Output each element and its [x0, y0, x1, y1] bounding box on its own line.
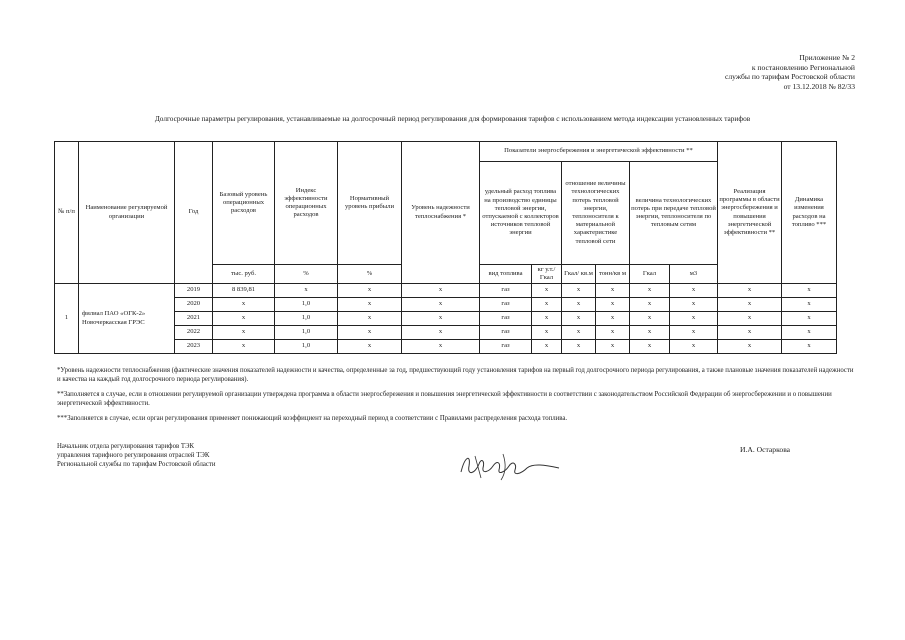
cell-fuel: газ [480, 312, 532, 326]
cell-fuel-rate: x [532, 340, 562, 354]
cell-year: 2021 [175, 312, 213, 326]
cell-base: x [213, 298, 275, 312]
cell-gcal-sqm: x [562, 340, 596, 354]
cell-profit: x [338, 312, 402, 326]
signer-position-line: управления тарифного регулирования отраслей ТЭК [57, 452, 210, 459]
cell-tons-sqm: x [596, 298, 630, 312]
cell-fuel: газ [480, 284, 532, 298]
cell-profit: x [338, 326, 402, 340]
cell-year: 2022 [175, 326, 213, 340]
cell-base: x [213, 326, 275, 340]
cell-m3: x [670, 298, 718, 312]
cell-dynamics: x [782, 312, 837, 326]
cell-reliability: x [402, 284, 480, 298]
cell-profit: x [338, 284, 402, 298]
col-header-loss-value: величина технологических потерь при передаче тепловой энергии, теплоносителя по тепловым сетям [630, 162, 718, 265]
col-header-profit: Нормативный уровень прибыли [338, 142, 402, 265]
cell-reliability: x [402, 298, 480, 312]
unit-m3: м3 [670, 265, 718, 284]
col-header-index: Индекс эффективности операционных расходов [275, 142, 338, 265]
cell-year: 2020 [175, 298, 213, 312]
cell-index: 1,0 [275, 312, 338, 326]
cell-reliability: x [402, 326, 480, 340]
unit-gcal: Гкал [630, 265, 670, 284]
cell-program: x [718, 312, 782, 326]
row-number: 1 [55, 284, 79, 354]
cell-fuel: газ [480, 340, 532, 354]
cell-fuel-rate: x [532, 298, 562, 312]
appendix-header [725, 53, 855, 91]
cell-index: 1,0 [275, 298, 338, 312]
cell-reliability: x [402, 340, 480, 354]
footnote-reliability: *Уровень надежности теплоснабжения (фактические значения показателей надежности и качества, определенные за год, предшествующий году установления тарифов на первый год долгосрочного периода регулирования, а также плановые значения показателей надежности и качества на каждый год долгосрочного периода регулирования). [57, 367, 854, 384]
cell-program: x [718, 298, 782, 312]
cell-program: x [718, 326, 782, 340]
document-title: Долгосрочные параметры регулирования, устанавливаемые на долгосрочный период регулирования для формирования тарифов с использованием метода индексации установленных тарифов [154, 114, 751, 123]
unit-gcal-sqm: Гкал/ кв.м [562, 265, 596, 284]
unit-fuel-type: вид топлива [480, 265, 532, 284]
cell-tons-sqm: x [596, 312, 630, 326]
cell-m3: x [670, 340, 718, 354]
unit-base: тыс. руб. [213, 265, 275, 284]
footnote-energy-program: **Заполняется в случае, если в отношении регулируемой организации утверждена программа в области энергосбережения и повышения энергетической эффективности в соответствии с законодательством Российской Федерации об энергосбережении и о повышении энергетической эффективности. [57, 390, 832, 408]
cell-index: 1,0 [275, 326, 338, 340]
unit-fuel-rate: кг у.т./ Гкал [532, 265, 562, 284]
cell-tons-sqm: x [596, 340, 630, 354]
appendix-date: от 13.12.2018 № 82/33 [783, 81, 855, 91]
cell-fuel-rate: x [532, 312, 562, 326]
handwritten-signature [455, 448, 565, 484]
cell-profit: x [338, 340, 402, 354]
cell-tons-sqm: x [596, 284, 630, 298]
appendix-ref-line: к постановлению Региональной [751, 62, 855, 72]
table-row [55, 284, 837, 298]
cell-dynamics: x [782, 326, 837, 340]
cell-dynamics: x [782, 298, 837, 312]
footnotes [57, 366, 857, 428]
parameters-table [54, 141, 837, 354]
appendix-number: Приложение № 2 [799, 53, 855, 62]
cell-gcal: x [630, 298, 670, 312]
cell-dynamics: x [782, 340, 837, 354]
cell-index: x [275, 284, 338, 298]
cell-gcal: x [630, 312, 670, 326]
cell-fuel-rate: x [532, 284, 562, 298]
cell-gcal-sqm: x [562, 326, 596, 340]
col-header-specific-fuel: удельный расход топлива на производство единицы тепловой энергии, отпускаемой с коллекторов источников тепловой энергии [480, 162, 562, 265]
cell-gcal: x [630, 340, 670, 354]
cell-m3: x [670, 312, 718, 326]
organization-name: филиал ПАО «ОГК-2» Новочеркасская ГРЭС [79, 284, 175, 354]
cell-base: 8 839,81 [213, 284, 275, 298]
cell-dynamics: x [782, 284, 837, 298]
signer-position-line: Региональной службы по тарифам Ростовской области [57, 461, 216, 468]
cell-m3: x [670, 326, 718, 340]
unit-profit: % [338, 265, 402, 284]
cell-program: x [718, 284, 782, 298]
col-header-loss-ratio: отношение величины технологических потерь тепловой энергии, теплоносителя к материальной характеристике тепловой сети [562, 162, 630, 265]
appendix-ref-line: службы по тарифам Ростовской области [724, 72, 855, 82]
col-header-base: Базовый уровень операционных расходов [213, 142, 275, 265]
signer-position [57, 442, 216, 469]
cell-program: x [718, 340, 782, 354]
cell-fuel: газ [480, 298, 532, 312]
cell-gcal: x [630, 326, 670, 340]
cell-year: 2019 [175, 284, 213, 298]
cell-gcal-sqm: x [562, 298, 596, 312]
unit-tons-sqm: тонн/кв м [596, 265, 630, 284]
col-header-reliability: Уровень надежности теплоснабжения * [402, 142, 480, 284]
col-header-dynamics: Динамика изменения расходов на топливо *** [782, 142, 837, 284]
cell-fuel: газ [480, 326, 532, 340]
signer-name: И.А. Остаркова [740, 445, 791, 454]
cell-index: 1,0 [275, 340, 338, 354]
col-header-energy-group: Показатели энергосбережения и энергетической эффективности ** [480, 142, 718, 162]
cell-gcal-sqm: x [562, 312, 596, 326]
col-header-num: № п/п [55, 142, 79, 284]
cell-profit: x [338, 298, 402, 312]
signer-position-line: Начальник отдела регулирования тарифов ТЭК [57, 443, 195, 450]
unit-index: % [275, 265, 338, 284]
cell-m3: x [670, 284, 718, 298]
cell-base: x [213, 312, 275, 326]
cell-gcal: x [630, 284, 670, 298]
cell-base: x [213, 340, 275, 354]
cell-year: 2023 [175, 340, 213, 354]
cell-tons-sqm: x [596, 326, 630, 340]
col-header-year: Год [175, 142, 213, 284]
cell-reliability: x [402, 312, 480, 326]
footnote-fuel-coefficient: ***Заполняется в случае, если орган регулирования применяет понижающий коэффициент на переходный период в соответствии с Правилами распределения расхода топлива. [57, 414, 568, 422]
cell-fuel-rate: x [532, 326, 562, 340]
col-header-org: Наименование регулируемой организации [79, 142, 175, 284]
col-header-program: Реализация программы в области энергосбережения и повышения энергетической эффективности ** [718, 142, 782, 284]
cell-gcal-sqm: x [562, 284, 596, 298]
